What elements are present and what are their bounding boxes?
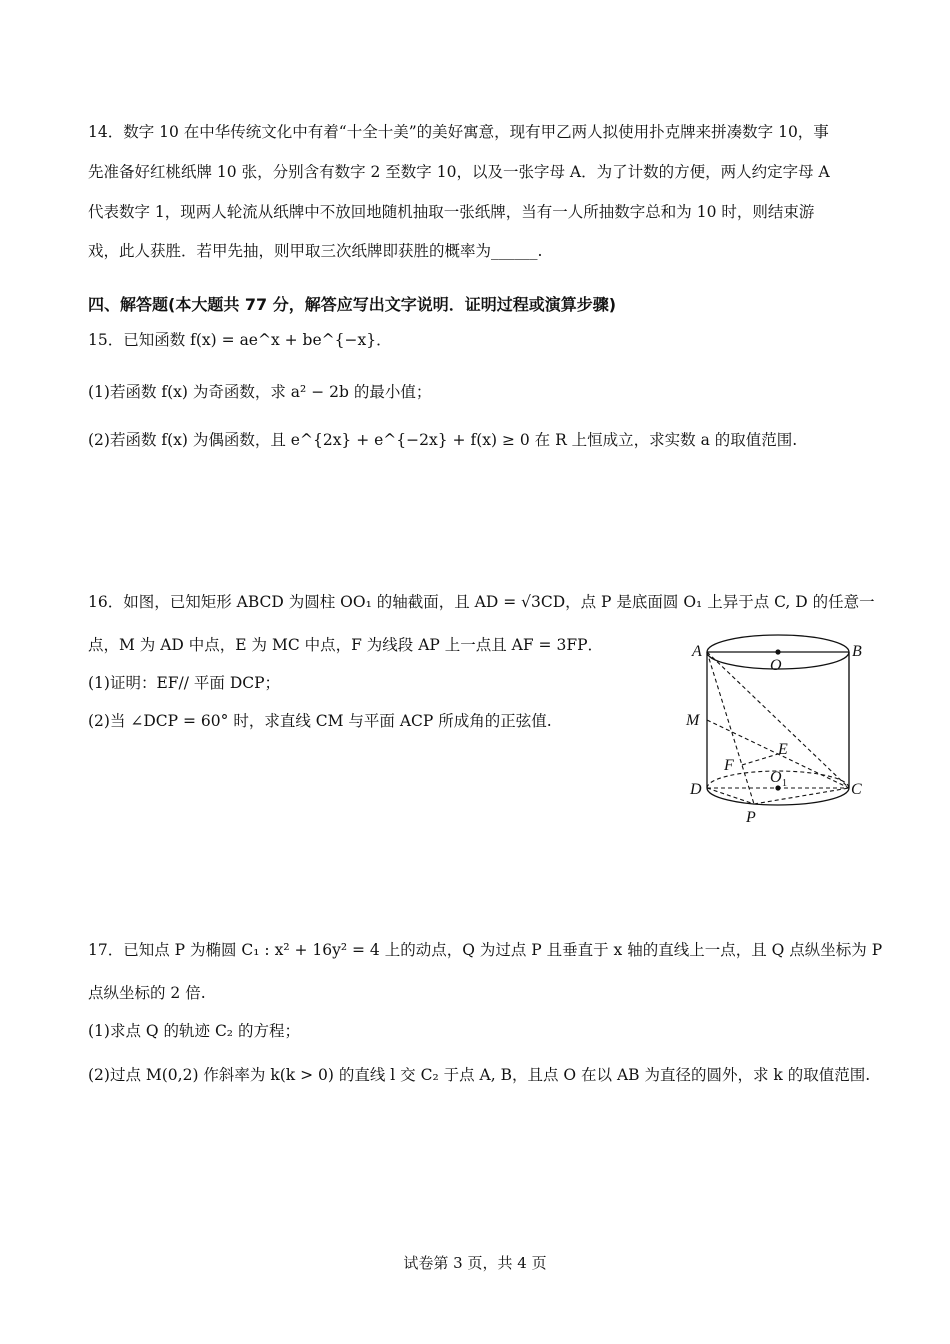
label-e: E xyxy=(778,741,788,758)
label-c: C xyxy=(851,781,862,798)
q16-stem-line-2: 点，M 为 AD 中点，E 为 MC 中点，F 为线段 AP 上一点且 AF = 3FP． xyxy=(88,636,604,654)
q14-line-1: 14．数字 10 在中华传统文化中有着“十全十美”的美好寓意，现有甲乙两人拟使用扑克牌来拼凑数字 10，事 xyxy=(88,123,829,141)
q17-stem-line-2: 点纵坐标的 2 倍. xyxy=(88,984,206,1002)
q15-part-1: (1)若函数 f(x) 为奇函数，求 a² − 2b 的最小值； xyxy=(88,383,432,401)
q16-part-2: (2)当 ∠DCP = 60° 时，求直线 CM 与平面 ACP 所成角的正弦值. xyxy=(88,712,552,730)
label-o1-subscript: 1 xyxy=(782,778,787,789)
q15-part-2: (2)若函数 f(x) 为偶函数，且 e^{2x} + e^{−2x} + f(x) ≥ 0 在 R 上恒成立，求实数 a 的取值范围. xyxy=(88,431,798,449)
q14-line-4: 戏，此人获胜．若甲先抽，则甲取三次纸牌即获胜的概率为______. xyxy=(88,242,543,260)
cylinder-figure xyxy=(688,630,873,830)
label-d: D xyxy=(690,781,702,798)
section-4-heading: 四、解答题(本大题共 77 分，解答应写出文字说明．证明过程或演算步骤) xyxy=(88,295,617,314)
q17-part-1: (1)求点 Q 的轨迹 C₂ 的方程； xyxy=(88,1022,300,1040)
label-f: F xyxy=(724,757,734,774)
q17-stem-line-1: 17．已知点 P 为椭圆 C₁ : x² + 16y² = 4 上的动点，Q 为过点 P 且垂直于 x 轴的直线上一点，且 Q 点纵坐标为 P xyxy=(88,941,883,959)
q14-line-3: 代表数字 1，现两人轮流从纸牌中不放回地随机抽取一张纸牌，当有一人所抽数字总和为 10 时，则结束游 xyxy=(88,203,815,221)
label-b: B xyxy=(852,643,862,660)
q14-line-2: 先准备好红桃纸牌 10 张，分别含有数字 2 至数字 10，以及一张字母 A．为了计数的方便，两人约定字母 A xyxy=(88,163,830,181)
label-a: A xyxy=(692,643,702,660)
label-m: M xyxy=(686,712,700,729)
q15-stem: 15．已知函数 f(x) = ae^x + be^{−x}． xyxy=(88,331,392,349)
label-p: P xyxy=(746,809,756,826)
label-o: O xyxy=(770,657,782,674)
q17-part-2: (2)过点 M(0,2) 作斜率为 k(k > 0) 的直线 l 交 C₂ 于点 A, B，且点 O 在以 AB 为直径的圆外，求 k 的取值范围. xyxy=(88,1066,871,1084)
label-o1: O xyxy=(770,769,782,786)
q16-stem-line-1: 16．如图，已知矩形 ABCD 为圆柱 OO₁ 的轴截面，且 AD = √3CD，点 P 是底面圆 O₁ 上异于点 C, D 的任意一 xyxy=(88,593,875,611)
q16-part-1: (1)证明：EF// 平面 DCP； xyxy=(88,674,281,692)
page-footer: 试卷第 3 页，共 4 页 xyxy=(403,1254,547,1272)
